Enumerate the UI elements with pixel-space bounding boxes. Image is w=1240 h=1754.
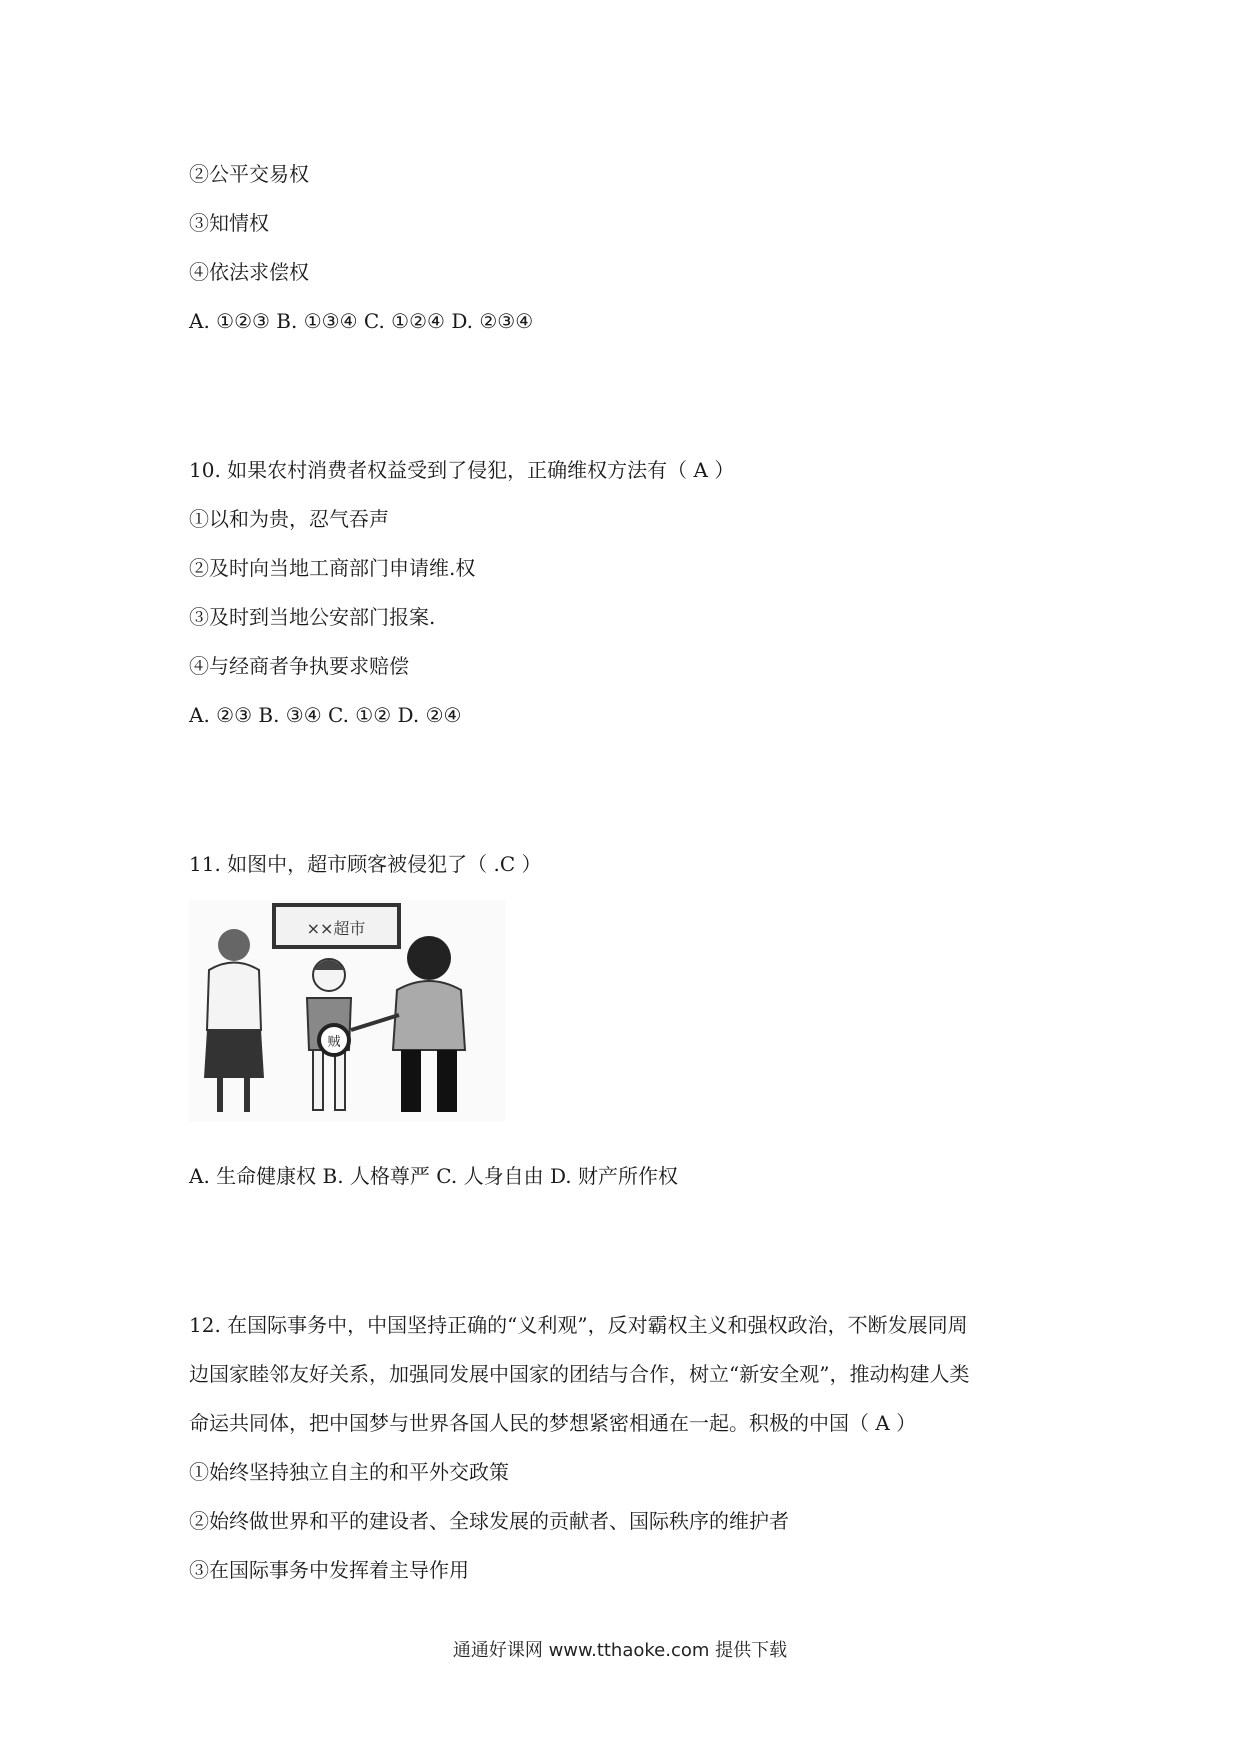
q12-stem-line-3: 命运共同体，把中国梦与世界各国人民的梦想紧密相通在一起。积极的中国（ A ） bbox=[189, 1411, 917, 1435]
sign-text: ××超市 bbox=[306, 919, 366, 938]
q10-stem: 10. 如果农村消费者权益受到了侵犯，正确维权方法有（ A ） bbox=[189, 458, 735, 482]
q9-option-4: ④依法求偿权 bbox=[189, 260, 309, 284]
q12-option-2: ②始终做世界和平的建设者、全球发展的贡献者、国际秩序的维护者 bbox=[189, 1509, 789, 1533]
q12-stem-line-1: 12. 在国际事务中，中国坚持正确的“义利观”，反对霸权主义和强权政治，不断发展同周 bbox=[189, 1313, 968, 1337]
q12-stem-line-2: 边国家睦邻友好关系，加强同发展中国家的团结与合作，树立“新安全观”，推动构建人类 bbox=[189, 1362, 970, 1386]
q11-stem: 11. 如图中，超市顾客被侵犯了（ .C ） bbox=[189, 852, 542, 876]
badge-text: 贼 bbox=[327, 1035, 341, 1050]
q11-answers: A. 生命健康权 B. 人格尊严 C. 人身自由 D. 财产所作权 bbox=[189, 1164, 678, 1188]
q9-option-3: ③知情权 bbox=[189, 211, 269, 235]
q10-option-3: ③及时到当地公安部门报案. bbox=[189, 605, 436, 629]
q9-option-2: ②公平交易权 bbox=[189, 162, 309, 186]
supermarket-illustration bbox=[189, 900, 505, 1122]
q10-option-1: ①以和为贵，忍气吞声 bbox=[189, 507, 389, 531]
q12-option-1: ①始终坚持独立自主的和平外交政策 bbox=[189, 1460, 509, 1484]
q10-answers: A. ②③ B. ③④ C. ①② D. ②④ bbox=[189, 703, 462, 727]
q10-option-4: ④与经商者争执要求赔偿 bbox=[189, 654, 409, 678]
q9-answers: A. ①②③ B. ①③④ C. ①②④ D. ②③④ bbox=[189, 309, 534, 333]
q12-option-3: ③在国际事务中发挥着主导作用 bbox=[189, 1558, 469, 1582]
q10-option-2: ②及时向当地工商部门申请维.权 bbox=[189, 556, 476, 580]
footer-download-note: 通通好课网 www.tthaoke.com 提供下载 bbox=[452, 1640, 788, 1661]
